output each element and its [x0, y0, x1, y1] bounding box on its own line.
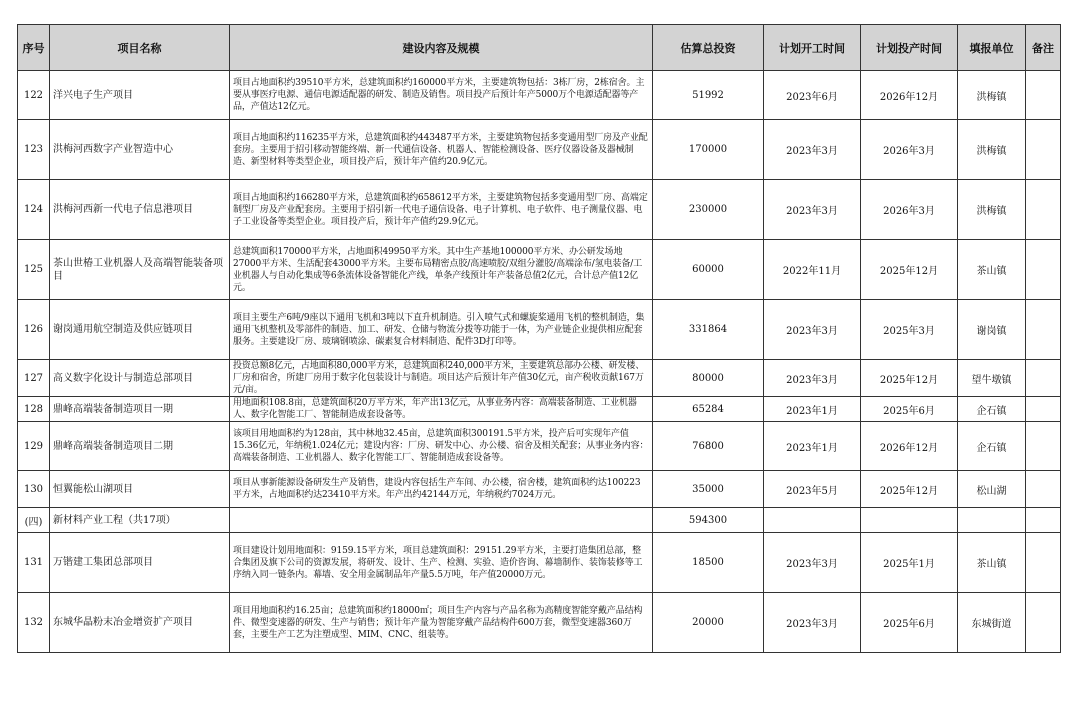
- cell-start-time: 2023年5月: [764, 471, 861, 508]
- cell-production-time: 2025年3月: [861, 300, 958, 360]
- cell-project-name: 洪梅河西数字产业智造中心: [50, 120, 230, 180]
- header-no: 序号: [18, 25, 50, 71]
- table-row: [18, 360, 1061, 397]
- cell-note: [1026, 71, 1061, 120]
- table-row: [18, 180, 1061, 240]
- header-production-time: 计划投产时间: [861, 25, 958, 71]
- cell-start-time: 2023年1月: [764, 422, 861, 471]
- header-note: 备注: [1026, 25, 1061, 71]
- cell-reporting-unit: 东城街道: [958, 593, 1026, 653]
- cell-investment: 51992: [653, 71, 764, 120]
- table-row: [18, 471, 1061, 508]
- cell-note: [1026, 397, 1061, 422]
- cell-investment: 18500: [653, 533, 764, 593]
- cell-reporting-unit: 谢岗镇: [958, 300, 1026, 360]
- cell-note: [1026, 240, 1061, 300]
- cell-start-time: 2023年6月: [764, 71, 861, 120]
- cell-scope: 总建筑面积170000平方米，占地面积49950平方米。其中生产基地100000平方米、办公研发场地27000平方米、生活配套43000平方米。主要布局精密点胶/高速喷胶/双组分灌胶/高端涂布/氢电装备/工业机器人与自动化集成等6条流体设备智能化产线，单条产线预计年产装备总值2亿元，合计总产值12亿元。: [230, 240, 653, 300]
- cell-reporting-unit: 企石镇: [958, 422, 1026, 471]
- cell-scope: 项目占地面积约166280平方米，总建筑面积约658612平方米，主要建筑物包括多变通用型厂房、高端定制型厂房及产业配套房。主要用于招引新一代电子通信设备、电子计算机、电子软件、电子测量仪器、电子工业设备等类型企业。项目投产后，预计年产值约29.9亿元。: [230, 180, 653, 240]
- cell-start-time: 2023年3月: [764, 533, 861, 593]
- cell-note: [1026, 120, 1061, 180]
- cell-no: 126: [18, 300, 50, 360]
- cell-scope: 项目占地面积约39510平方米，总建筑面积约160000平方米，主要建筑物包括：3栋厂房，2栋宿舍。主要从事医疗电源、通信电源适配器的研发、制造及销售。项目投产后预计年产5000万个电源适配器等产品，产值达12亿元。: [230, 71, 653, 120]
- table-row: [18, 120, 1061, 180]
- cell-note: [1026, 422, 1061, 471]
- cell-no: 130: [18, 471, 50, 508]
- cell-investment: 331864: [653, 300, 764, 360]
- cell-reporting-unit: 企石镇: [958, 397, 1026, 422]
- cell-reporting-unit: 洪梅镇: [958, 71, 1026, 120]
- cell-production-time: 2025年1月: [861, 533, 958, 593]
- cell-scope: 项目占地面积约116235平方米，总建筑面积约443487平方米，主要建筑物包括多变通用型厂房及产业配套房。主要用于招引移动智能终端、新一代通信设备、机器人、智能检测设备、医疗仪器设备及器械制造、新型材料等类型企业，项目投产后，预计年产值约20.9亿元。: [230, 120, 653, 180]
- project-table-sheet: [17, 24, 1061, 653]
- cell-investment: 35000: [653, 471, 764, 508]
- cell-project-name: 万锴建工集团总部项目: [50, 533, 230, 593]
- cell-investment: 60000: [653, 240, 764, 300]
- cell-note: [1026, 533, 1061, 593]
- section-row: [18, 508, 1061, 533]
- cell-start-time: 2022年11月: [764, 240, 861, 300]
- cell-investment: 80000: [653, 360, 764, 397]
- cell-production-time: 2025年12月: [861, 360, 958, 397]
- cell-project-name: 茶山世椿工业机器人及高端智能装备项目: [50, 240, 230, 300]
- table-row: [18, 397, 1061, 422]
- cell-investment: 594300: [653, 508, 764, 533]
- cell-project-name: 谢岗通用航空制造及供应链项目: [50, 300, 230, 360]
- cell-production-time: [861, 508, 958, 533]
- cell-no: 131: [18, 533, 50, 593]
- cell-scope: [230, 508, 653, 533]
- cell-note: [1026, 508, 1061, 533]
- table-row: [18, 240, 1061, 300]
- cell-project-name: 鼎峰高端装备制造项目二期: [50, 422, 230, 471]
- cell-reporting-unit: [958, 508, 1026, 533]
- cell-start-time: 2023年1月: [764, 397, 861, 422]
- cell-project-name: 洋兴电子生产项目: [50, 71, 230, 120]
- cell-project-name: 东城华晶粉末冶金增资扩产项目: [50, 593, 230, 653]
- project-table: [17, 24, 1061, 653]
- cell-scope: 项目建设计划用地面积：9159.15平方米，项目总建筑面积：29151.29平方米，主要打造集团总部，整合集团及旗下公司的资源发展，将研发、设计、生产、检测、实验、造价咨询、幕墙制作、装饰装修等工序纳入同一链条内。幕墙、安全用金属制品年产量5.5万吨，年产值20000万元。: [230, 533, 653, 593]
- cell-production-time: 2025年6月: [861, 593, 958, 653]
- cell-scope: 投资总额8亿元，占地面积80,000平方米，总建筑面积240,000平方米，主要建筑总部办公楼、研发楼、厂房和宿舍，所建厂房用于数字化包装设计与制造。项目达产后预计年产值30亿元，亩产税收贡献167万元/亩。: [230, 360, 653, 397]
- cell-note: [1026, 471, 1061, 508]
- header-row: [18, 25, 1061, 71]
- cell-start-time: [764, 508, 861, 533]
- cell-no: 132: [18, 593, 50, 653]
- cell-project-name: 鼎峰高端装备制造项目一期: [50, 397, 230, 422]
- cell-note: [1026, 300, 1061, 360]
- cell-production-time: 2025年12月: [861, 471, 958, 508]
- cell-reporting-unit: 茶山镇: [958, 533, 1026, 593]
- cell-production-time: 2026年3月: [861, 120, 958, 180]
- cell-project-name: 洪梅河西新一代电子信息港项目: [50, 180, 230, 240]
- header-start-time: 计划开工时间: [764, 25, 861, 71]
- cell-note: [1026, 180, 1061, 240]
- cell-reporting-unit: 洪梅镇: [958, 180, 1026, 240]
- cell-reporting-unit: 望牛墩镇: [958, 360, 1026, 397]
- cell-start-time: 2023年3月: [764, 360, 861, 397]
- cell-production-time: 2026年12月: [861, 422, 958, 471]
- cell-no: 123: [18, 120, 50, 180]
- header-reporting-unit: 填报单位: [958, 25, 1026, 71]
- cell-start-time: 2023年3月: [764, 120, 861, 180]
- table-row: [18, 533, 1061, 593]
- cell-production-time: 2026年12月: [861, 71, 958, 120]
- cell-start-time: 2023年3月: [764, 180, 861, 240]
- cell-production-time: 2026年3月: [861, 180, 958, 240]
- cell-investment: 230000: [653, 180, 764, 240]
- table-row: [18, 300, 1061, 360]
- cell-investment: 170000: [653, 120, 764, 180]
- cell-investment: 65284: [653, 397, 764, 422]
- cell-investment: 76800: [653, 422, 764, 471]
- cell-no: 124: [18, 180, 50, 240]
- cell-scope: 项目主要生产6吨/9座以下通用飞机和3吨以下直升机制造。引入喷气式和螺旋桨通用飞机的整机制造，集通用飞机整机及零部件的制造、加工、研发、仓储与物流分拨等功能于一体，为产业链企业提供相应配套服务。主要建设厂房、玻璃钢喷涂、碳素复合材料制造、配件3D打印等。: [230, 300, 653, 360]
- cell-no: (四): [18, 508, 50, 533]
- cell-no: 127: [18, 360, 50, 397]
- header-scope: 建设内容及规模: [230, 25, 653, 71]
- cell-start-time: 2023年3月: [764, 593, 861, 653]
- cell-reporting-unit: 茶山镇: [958, 240, 1026, 300]
- cell-reporting-unit: 松山湖: [958, 471, 1026, 508]
- header-investment: 估算总投资: [653, 25, 764, 71]
- cell-no: 125: [18, 240, 50, 300]
- cell-project-name: 恒翼能松山湖项目: [50, 471, 230, 508]
- cell-scope: 项目用地面积约16.25亩；总建筑面积约18000㎡；项目生产内容与产品名称为高精度智能穿戴产品结构件、微型变速器的研发、生产与销售；预计年产量为智能穿戴产品结构件600万套，微型变速器360万套，主要生产工艺为注塑成型、MIM、CNC、组装等。: [230, 593, 653, 653]
- table-header: [18, 25, 1061, 71]
- cell-scope: 用地面积108.8亩，总建筑面积20万平方米，年产出13亿元，从事业务内容：高端装备制造、工业机器人、数字化智能工厂、智能制造成套设备等。: [230, 397, 653, 422]
- cell-production-time: 2025年6月: [861, 397, 958, 422]
- table-row: [18, 422, 1061, 471]
- cell-project-name: 新材料产业工程（共17项）: [50, 508, 230, 533]
- cell-reporting-unit: 洪梅镇: [958, 120, 1026, 180]
- cell-investment: 20000: [653, 593, 764, 653]
- cell-no: 129: [18, 422, 50, 471]
- table-row: [18, 593, 1061, 653]
- table-row: [18, 71, 1061, 120]
- cell-note: [1026, 360, 1061, 397]
- cell-no: 122: [18, 71, 50, 120]
- cell-scope: 该项目用地面积约为128亩，其中林地32.45亩，总建筑面积300191.5平方米，投产后可实现年产值15.36亿元，年纳税1.024亿元；建设内容：厂房、研发中心、办公楼、宿舍及相关配套；从事业务内容：高端装备制造、工业机器人、数字化智能工厂、智能制造成套设备等。: [230, 422, 653, 471]
- cell-no: 128: [18, 397, 50, 422]
- cell-start-time: 2023年3月: [764, 300, 861, 360]
- header-project-name: 项目名称: [50, 25, 230, 71]
- cell-production-time: 2025年12月: [861, 240, 958, 300]
- cell-project-name: 高义数字化设计与制造总部项目: [50, 360, 230, 397]
- table-body: [18, 71, 1061, 653]
- cell-scope: 项目从事新能源设备研发生产及销售，建设内容包括生产车间、办公楼，宿舍楼，建筑面积约达100223平方米，占地面积约达23410平方米。年产出约42144万元，年纳税约7024万元。: [230, 471, 653, 508]
- cell-note: [1026, 593, 1061, 653]
